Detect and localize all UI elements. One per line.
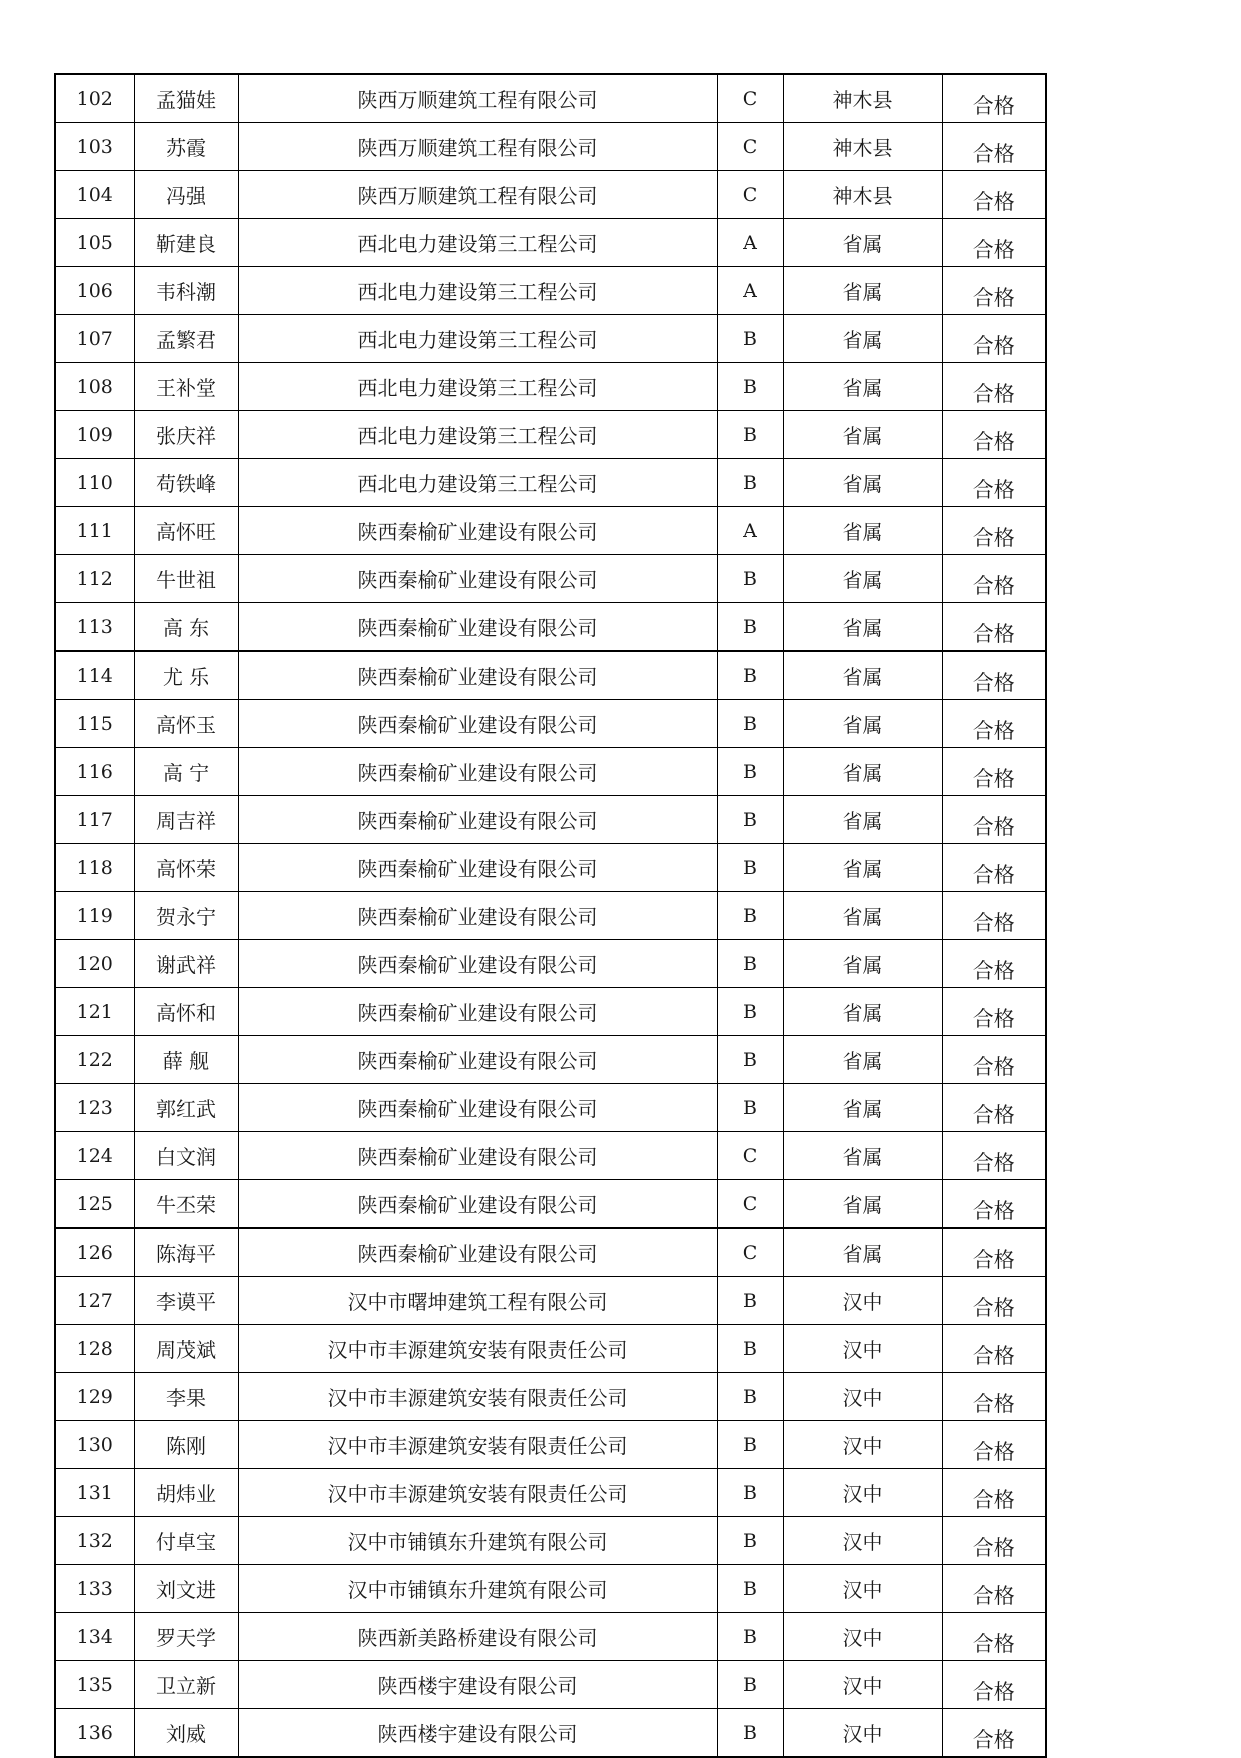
certificate-grade: C [717, 1132, 783, 1180]
table-row [55, 1373, 1046, 1421]
row-number: 124 [55, 1132, 134, 1180]
certificate-grade: B [717, 700, 783, 748]
region-name: 汉中 [783, 1709, 942, 1758]
table-row [55, 74, 1046, 123]
row-number: 125 [55, 1180, 134, 1229]
company-name: 陕西楼宇建设有限公司 [238, 1661, 717, 1709]
company-name: 陕西万顺建筑工程有限公司 [238, 74, 717, 123]
result-status: 合格 [942, 1373, 1046, 1421]
company-name: 西北电力建设第三工程公司 [238, 459, 717, 507]
certificate-grade: B [717, 1277, 783, 1325]
region-name: 省属 [783, 603, 942, 652]
result-status: 合格 [942, 700, 1046, 748]
table-row [55, 1709, 1046, 1758]
result-status: 合格 [942, 748, 1046, 796]
company-name: 陕西万顺建筑工程有限公司 [238, 171, 717, 219]
person-name: 高 宁 [134, 748, 238, 796]
table-row [55, 940, 1046, 988]
person-name: 李谟平 [134, 1277, 238, 1325]
company-name: 汉中市丰源建筑安装有限责任公司 [238, 1373, 717, 1421]
table-row [55, 1613, 1046, 1661]
result-status: 合格 [942, 507, 1046, 555]
table-row [55, 555, 1046, 603]
certificate-grade: B [717, 988, 783, 1036]
result-status: 合格 [942, 1132, 1046, 1180]
row-number: 107 [55, 315, 134, 363]
result-status: 合格 [942, 1613, 1046, 1661]
company-name: 汉中市丰源建筑安装有限责任公司 [238, 1325, 717, 1373]
company-name: 陕西秦榆矿业建设有限公司 [238, 1228, 717, 1277]
table-row [55, 1469, 1046, 1517]
certificate-grade: B [717, 555, 783, 603]
person-name: 高怀和 [134, 988, 238, 1036]
table-row [55, 411, 1046, 459]
row-number: 129 [55, 1373, 134, 1421]
certificate-grade: B [717, 651, 783, 700]
region-name: 省属 [783, 1036, 942, 1084]
result-status: 合格 [942, 219, 1046, 267]
certificate-grade: B [717, 1661, 783, 1709]
row-number: 119 [55, 892, 134, 940]
row-number: 105 [55, 219, 134, 267]
region-name: 省属 [783, 700, 942, 748]
row-number: 111 [55, 507, 134, 555]
person-name: 靳建良 [134, 219, 238, 267]
table-row [55, 844, 1046, 892]
company-name: 陕西秦榆矿业建设有限公司 [238, 844, 717, 892]
result-status: 合格 [942, 411, 1046, 459]
company-name: 汉中市丰源建筑安装有限责任公司 [238, 1421, 717, 1469]
certificate-grade: B [717, 459, 783, 507]
company-name: 陕西秦榆矿业建设有限公司 [238, 555, 717, 603]
person-name: 贺永宁 [134, 892, 238, 940]
company-name: 西北电力建设第三工程公司 [238, 267, 717, 315]
table-row [55, 1421, 1046, 1469]
company-name: 陕西秦榆矿业建设有限公司 [238, 700, 717, 748]
person-name: 陈刚 [134, 1421, 238, 1469]
table-row [55, 171, 1046, 219]
person-name: 刘威 [134, 1709, 238, 1758]
certificate-grade: B [717, 315, 783, 363]
row-number: 118 [55, 844, 134, 892]
company-name: 陕西楼宇建设有限公司 [238, 1709, 717, 1758]
person-name: 李果 [134, 1373, 238, 1421]
row-number: 117 [55, 796, 134, 844]
company-name: 陕西秦榆矿业建设有限公司 [238, 988, 717, 1036]
table-row [55, 1084, 1046, 1132]
region-name: 省属 [783, 796, 942, 844]
row-number: 112 [55, 555, 134, 603]
company-name: 西北电力建设第三工程公司 [238, 363, 717, 411]
region-name: 汉中 [783, 1565, 942, 1613]
table-row [55, 267, 1046, 315]
company-name: 陕西新美路桥建设有限公司 [238, 1613, 717, 1661]
result-status: 合格 [942, 603, 1046, 652]
certificate-grade: C [717, 74, 783, 123]
result-status: 合格 [942, 1084, 1046, 1132]
certificate-grade: A [717, 507, 783, 555]
person-name: 苏霞 [134, 123, 238, 171]
table-row [55, 1565, 1046, 1613]
result-status: 合格 [942, 796, 1046, 844]
region-name: 省属 [783, 1084, 942, 1132]
person-name: 冯强 [134, 171, 238, 219]
result-status: 合格 [942, 988, 1046, 1036]
person-name: 高怀玉 [134, 700, 238, 748]
region-name: 省属 [783, 555, 942, 603]
person-name: 陈海平 [134, 1228, 238, 1277]
certificate-grade: B [717, 1613, 783, 1661]
certificate-grade: C [717, 1180, 783, 1229]
row-number: 115 [55, 700, 134, 748]
certificate-grade: B [717, 940, 783, 988]
row-number: 123 [55, 1084, 134, 1132]
company-name: 西北电力建设第三工程公司 [238, 411, 717, 459]
company-name: 陕西秦榆矿业建设有限公司 [238, 651, 717, 700]
region-name: 省属 [783, 219, 942, 267]
result-status: 合格 [942, 1565, 1046, 1613]
company-name: 汉中市曙坤建筑工程有限公司 [238, 1277, 717, 1325]
result-status: 合格 [942, 555, 1046, 603]
certificate-grade: B [717, 796, 783, 844]
person-name: 孟繁君 [134, 315, 238, 363]
region-name: 汉中 [783, 1325, 942, 1373]
region-name: 神木县 [783, 74, 942, 123]
table-row [55, 459, 1046, 507]
company-name: 陕西秦榆矿业建设有限公司 [238, 507, 717, 555]
certificate-grade: B [717, 1709, 783, 1758]
region-name: 省属 [783, 844, 942, 892]
row-number: 135 [55, 1661, 134, 1709]
roster-table-body [55, 74, 1046, 1757]
roster-table [54, 73, 1047, 1758]
person-name: 胡炜业 [134, 1469, 238, 1517]
certificate-grade: B [717, 844, 783, 892]
region-name: 汉中 [783, 1517, 942, 1565]
row-number: 110 [55, 459, 134, 507]
certificate-grade: B [717, 411, 783, 459]
row-number: 132 [55, 1517, 134, 1565]
region-name: 汉中 [783, 1613, 942, 1661]
row-number: 121 [55, 988, 134, 1036]
row-number: 126 [55, 1228, 134, 1277]
row-number: 104 [55, 171, 134, 219]
certificate-grade: B [717, 603, 783, 652]
result-status: 合格 [942, 1709, 1046, 1758]
row-number: 106 [55, 267, 134, 315]
certificate-grade: B [717, 892, 783, 940]
row-number: 128 [55, 1325, 134, 1373]
result-status: 合格 [942, 74, 1046, 123]
certificate-grade: B [717, 1036, 783, 1084]
row-number: 102 [55, 74, 134, 123]
person-name: 卫立新 [134, 1661, 238, 1709]
table-row [55, 1517, 1046, 1565]
certificate-grade: B [717, 1565, 783, 1613]
region-name: 神木县 [783, 123, 942, 171]
region-name: 省属 [783, 988, 942, 1036]
certificate-grade: B [717, 748, 783, 796]
region-name: 神木县 [783, 171, 942, 219]
person-name: 苟铁峰 [134, 459, 238, 507]
row-number: 134 [55, 1613, 134, 1661]
table-row [55, 1180, 1046, 1229]
person-name: 薛 舰 [134, 1036, 238, 1084]
result-status: 合格 [942, 651, 1046, 700]
region-name: 省属 [783, 940, 942, 988]
region-name: 汉中 [783, 1469, 942, 1517]
person-name: 孟猫娃 [134, 74, 238, 123]
person-name: 刘文进 [134, 1565, 238, 1613]
result-status: 合格 [942, 1180, 1046, 1229]
result-status: 合格 [942, 892, 1046, 940]
company-name: 汉中市铺镇东升建筑有限公司 [238, 1517, 717, 1565]
table-row [55, 315, 1046, 363]
company-name: 陕西秦榆矿业建设有限公司 [238, 1084, 717, 1132]
region-name: 省属 [783, 1132, 942, 1180]
region-name: 省属 [783, 651, 942, 700]
region-name: 省属 [783, 748, 942, 796]
table-row [55, 603, 1046, 652]
person-name: 张庆祥 [134, 411, 238, 459]
result-status: 合格 [942, 1661, 1046, 1709]
certificate-grade: C [717, 123, 783, 171]
region-name: 省属 [783, 1180, 942, 1229]
row-number: 108 [55, 363, 134, 411]
company-name: 陕西秦榆矿业建设有限公司 [238, 748, 717, 796]
region-name: 汉中 [783, 1373, 942, 1421]
region-name: 省属 [783, 267, 942, 315]
result-status: 合格 [942, 267, 1046, 315]
table-row [55, 507, 1046, 555]
person-name: 牛世祖 [134, 555, 238, 603]
row-number: 130 [55, 1421, 134, 1469]
result-status: 合格 [942, 1517, 1046, 1565]
table-row [55, 796, 1046, 844]
table-row [55, 700, 1046, 748]
person-name: 周茂斌 [134, 1325, 238, 1373]
certificate-grade: A [717, 219, 783, 267]
company-name: 陕西秦榆矿业建设有限公司 [238, 796, 717, 844]
company-name: 陕西秦榆矿业建设有限公司 [238, 603, 717, 652]
region-name: 省属 [783, 892, 942, 940]
table-row [55, 988, 1046, 1036]
result-status: 合格 [942, 1325, 1046, 1373]
row-number: 103 [55, 123, 134, 171]
person-name: 尤 乐 [134, 651, 238, 700]
region-name: 省属 [783, 1228, 942, 1277]
certificate-grade: B [717, 1373, 783, 1421]
person-name: 付卓宝 [134, 1517, 238, 1565]
company-name: 西北电力建设第三工程公司 [238, 219, 717, 267]
region-name: 汉中 [783, 1277, 942, 1325]
table-row [55, 748, 1046, 796]
person-name: 郭红武 [134, 1084, 238, 1132]
company-name: 汉中市铺镇东升建筑有限公司 [238, 1565, 717, 1613]
result-status: 合格 [942, 1036, 1046, 1084]
table-row [55, 1228, 1046, 1277]
company-name: 西北电力建设第三工程公司 [238, 315, 717, 363]
certificate-grade: B [717, 1517, 783, 1565]
row-number: 109 [55, 411, 134, 459]
result-status: 合格 [942, 1228, 1046, 1277]
region-name: 省属 [783, 411, 942, 459]
certificate-grade: B [717, 1469, 783, 1517]
certificate-grade: B [717, 1325, 783, 1373]
region-name: 省属 [783, 363, 942, 411]
person-name: 高怀旺 [134, 507, 238, 555]
person-name: 王补堂 [134, 363, 238, 411]
result-status: 合格 [942, 171, 1046, 219]
company-name: 陕西秦榆矿业建设有限公司 [238, 1036, 717, 1084]
person-name: 白文润 [134, 1132, 238, 1180]
region-name: 省属 [783, 507, 942, 555]
table-row [55, 363, 1046, 411]
table-row [55, 1661, 1046, 1709]
person-name: 周吉祥 [134, 796, 238, 844]
company-name: 陕西秦榆矿业建设有限公司 [238, 892, 717, 940]
table-row [55, 1036, 1046, 1084]
row-number: 133 [55, 1565, 134, 1613]
region-name: 省属 [783, 459, 942, 507]
region-name: 省属 [783, 315, 942, 363]
result-status: 合格 [942, 940, 1046, 988]
certificate-grade: B [717, 1084, 783, 1132]
result-status: 合格 [942, 844, 1046, 892]
table-row [55, 123, 1046, 171]
row-number: 113 [55, 603, 134, 652]
table-row [55, 1325, 1046, 1373]
table-row [55, 892, 1046, 940]
person-name: 韦科潮 [134, 267, 238, 315]
region-name: 汉中 [783, 1421, 942, 1469]
result-status: 合格 [942, 459, 1046, 507]
row-number: 127 [55, 1277, 134, 1325]
company-name: 陕西秦榆矿业建设有限公司 [238, 1180, 717, 1229]
company-name: 陕西秦榆矿业建设有限公司 [238, 1132, 717, 1180]
certificate-grade: B [717, 363, 783, 411]
row-number: 116 [55, 748, 134, 796]
company-name: 陕西万顺建筑工程有限公司 [238, 123, 717, 171]
result-status: 合格 [942, 1277, 1046, 1325]
person-name: 罗天学 [134, 1613, 238, 1661]
result-status: 合格 [942, 1469, 1046, 1517]
result-status: 合格 [942, 123, 1046, 171]
result-status: 合格 [942, 315, 1046, 363]
table-row [55, 1132, 1046, 1180]
row-number: 131 [55, 1469, 134, 1517]
result-status: 合格 [942, 363, 1046, 411]
certificate-grade: C [717, 1228, 783, 1277]
certificate-grade: B [717, 1421, 783, 1469]
person-name: 高怀荣 [134, 844, 238, 892]
result-status: 合格 [942, 1421, 1046, 1469]
region-name: 汉中 [783, 1661, 942, 1709]
row-number: 120 [55, 940, 134, 988]
table-row [55, 651, 1046, 700]
table-row [55, 219, 1046, 267]
company-name: 陕西秦榆矿业建设有限公司 [238, 940, 717, 988]
table-row [55, 1277, 1046, 1325]
row-number: 122 [55, 1036, 134, 1084]
row-number: 114 [55, 651, 134, 700]
certificate-grade: A [717, 267, 783, 315]
person-name: 牛丕荣 [134, 1180, 238, 1229]
person-name: 谢武祥 [134, 940, 238, 988]
certificate-grade: C [717, 171, 783, 219]
person-name: 高 东 [134, 603, 238, 652]
row-number: 136 [55, 1709, 134, 1758]
company-name: 汉中市丰源建筑安装有限责任公司 [238, 1469, 717, 1517]
